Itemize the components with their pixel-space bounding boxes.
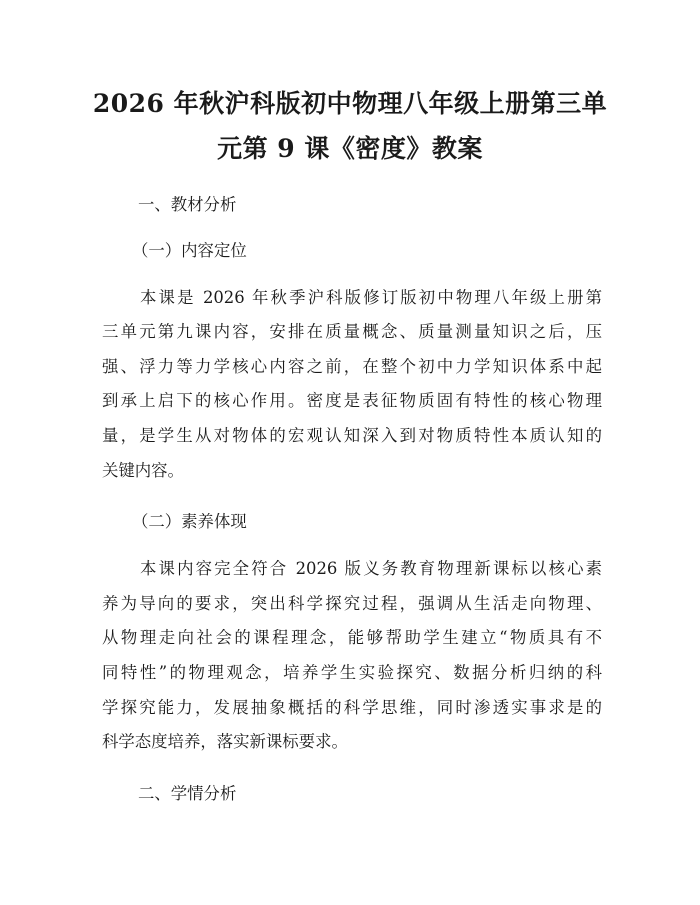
paragraph-line: 三单元第九课内容，安排在质量概念、质量测量知识之后，压 [102, 322, 602, 341]
paragraph-line: 养为导向的要求，突出科学探究过程，强调从生活走向物理、 [102, 594, 602, 613]
section-heading-student-analysis: 二、学情分析 [138, 784, 237, 803]
document-title-line-1: 2026 年秋沪科版初中物理八年级上册第三单 [92, 89, 608, 118]
section-heading-textbook-analysis: 一、教材分析 [138, 195, 237, 214]
subsection-heading-content-positioning: （一）内容定位 [132, 241, 247, 260]
subsection-heading-competency: （二）素养体现 [132, 512, 247, 531]
paragraph-line: 从物理走向社会的课程理念，能够帮助学生建立“物质具有不 [102, 628, 602, 647]
document-title-line-2: 元第 9 课《密度》教案 [217, 134, 483, 163]
paragraph-line: 学探究能力，发展抽象概括的科学思维，同时渗透实事求是的 [102, 698, 602, 717]
paragraph-line: 到承上启下的核心作用。密度是表征物质固有特性的核心物理 [102, 391, 602, 410]
paragraph-line: 本课是 2026 年秋季沪科版修订版初中物理八年级上册第 [140, 288, 602, 307]
paragraph-line: 量，是学生从对物体的宏观认知深入到对物质特性本质认知的 [102, 426, 602, 445]
paragraph-line: 关键内容。 [102, 461, 184, 480]
paragraph-line: 科学态度培养，落实新课标要求。 [102, 732, 348, 751]
paragraph-line: 同特性”的物理观念，培养学生实验探究、数据分析归纳的科 [102, 663, 602, 682]
paragraph-line: 强、浮力等力学核心内容之前，在整个初中力学知识体系中起 [102, 357, 602, 376]
paragraph-line: 本课内容完全符合 2026 版义务教育物理新课标以核心素 [140, 559, 602, 578]
